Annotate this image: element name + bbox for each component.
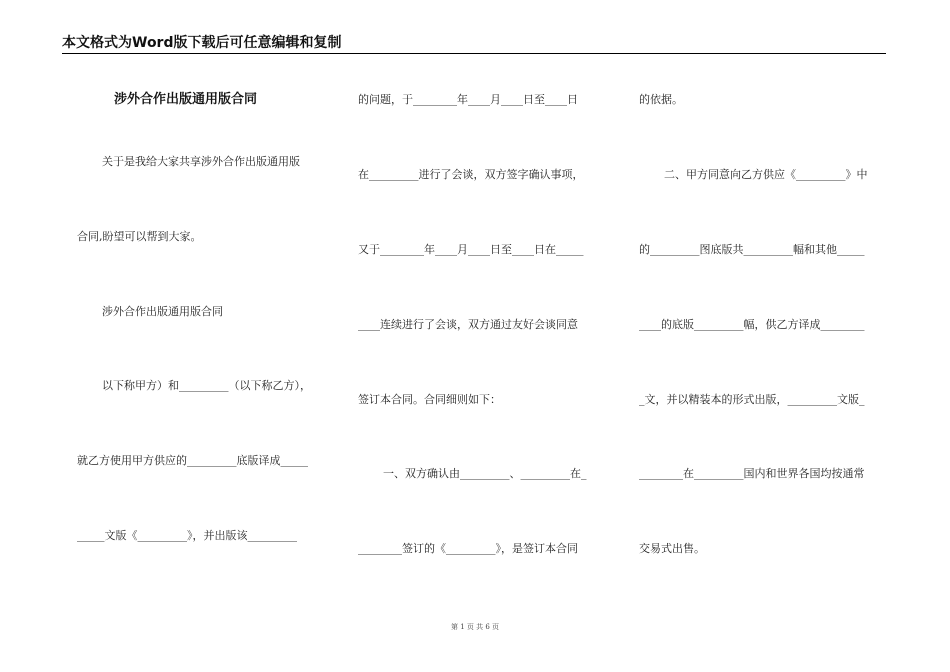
text-line: 又于________年____月____日至____日在_____ [358, 243, 584, 256]
text-line: 二、甲方同意向乙方供应《_________》中 [664, 168, 868, 181]
header-divider [62, 53, 886, 54]
text-line: ____的底版_________幅，供乙方译成________ [639, 318, 865, 331]
page-number: 第 1 页 共 6 页 [450, 623, 500, 631]
text-line: _文，并以精装本的形式出版，_________文版_ [639, 393, 865, 406]
text-line: _____文版《_________》，并出版该_________ [77, 529, 297, 542]
text-line: 合同,盼望可以帮到大家。 [77, 230, 202, 243]
text-line: ________在_________国内和世界各国均按通常 [639, 467, 865, 480]
text-line: 涉外合作出版通用版合同 [102, 305, 223, 318]
text-line: 交易式出售。 [639, 542, 705, 555]
document-banner: 本文格式为Word版下载后可任意编辑和复制 [62, 35, 342, 51]
text-line: ________签订的《_________》，是签订本合同 [358, 542, 578, 555]
document-title: 涉外合作出版通用版合同 [114, 92, 258, 107]
text-line: 的_________图底版共_________幅和其他_____ [639, 243, 865, 256]
text-line: 签订本合同。合同细则如下： [358, 393, 501, 406]
text-line: ____连续进行了会谈，双方通过友好会谈同意 [358, 318, 578, 331]
text-line: 就乙方使用甲方供应的_________底版译成_____ [77, 454, 308, 467]
text-line: 的依据。 [639, 93, 683, 106]
text-line: 关于是我给大家共享涉外合作出版通用版 [102, 155, 300, 168]
text-line: 在_________进行了会谈，双方签字确认事项， [358, 168, 584, 181]
text-line: 以下称甲方）和_________（以下称乙方）， [102, 379, 311, 392]
text-line: 的问题，于________年____月____日至____日 [358, 93, 578, 106]
text-line: 一、双方确认由_________、_________在_ [383, 467, 587, 480]
